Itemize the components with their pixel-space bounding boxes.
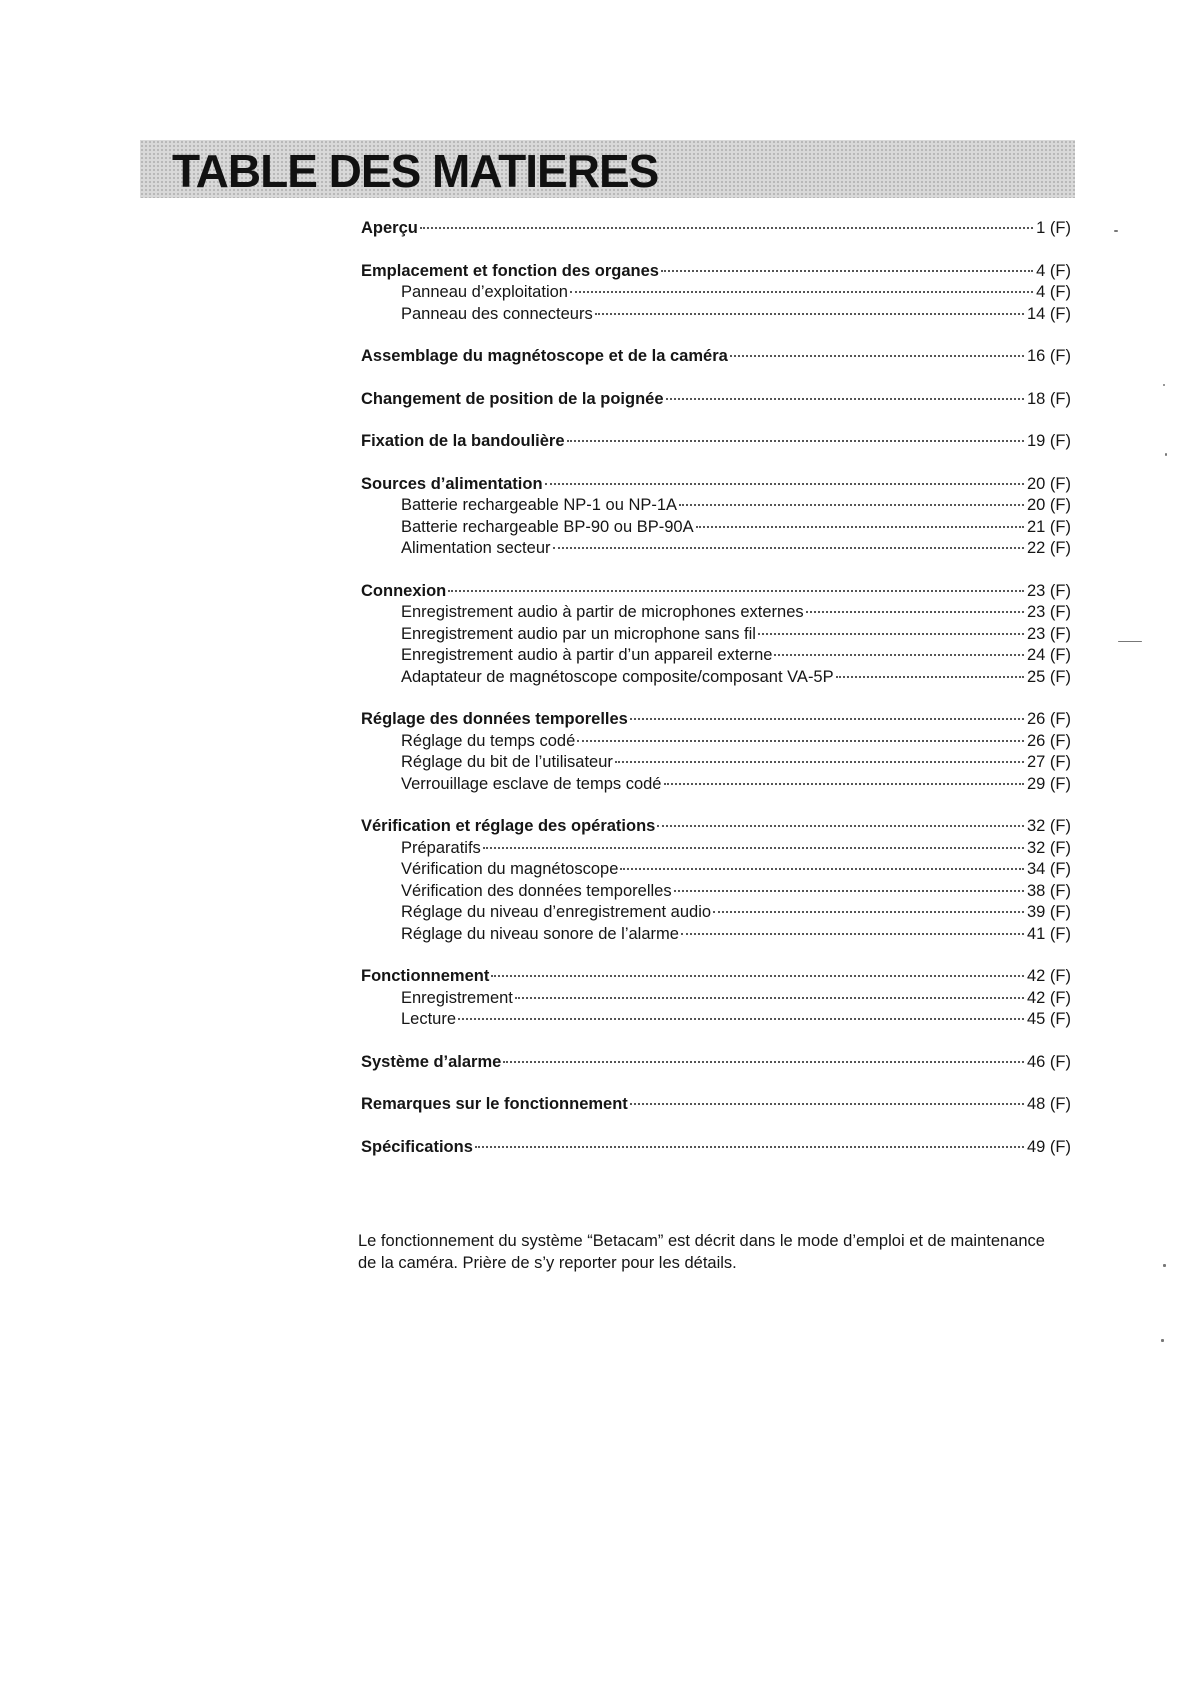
toc-subentry	[361, 774, 1071, 796]
toc-entry-label: Assemblage du magnétoscope et de la caméra	[361, 347, 728, 365]
toc-subentry	[361, 495, 1071, 517]
dot-leader	[448, 590, 1024, 592]
toc-entry-label: Vérification et réglage des opérations	[361, 817, 656, 835]
toc-subentry	[361, 752, 1071, 774]
toc-entry	[361, 474, 1071, 496]
toc-subentry-label: Réglage du temps codé	[401, 731, 576, 750]
dot-leader	[661, 270, 1033, 272]
toc-subentry-page-number: 32 (F)	[1026, 838, 1071, 857]
toc-section	[361, 709, 1071, 795]
toc-subentry-page-number: 27 (F)	[1026, 753, 1071, 771]
toc-entry-label: Aperçu	[361, 219, 418, 237]
page-title: TABLE DES MATIERES	[172, 145, 659, 197]
toc-subentry-page-number: 42 (F)	[1026, 988, 1071, 1007]
toc-entry	[361, 389, 1071, 411]
dot-leader	[774, 654, 1024, 656]
dot-leader	[491, 975, 1024, 977]
toc-entry-label: Emplacement et fonction des organes	[361, 261, 659, 280]
dot-leader	[567, 440, 1024, 442]
toc-subentry-label: Préparatifs	[401, 838, 481, 857]
toc-subentry	[361, 1009, 1071, 1031]
toc-subentry	[361, 517, 1071, 539]
dot-leader	[730, 355, 1024, 357]
toc-entry	[361, 1094, 1071, 1116]
toc-subentry-page-number: 23 (F)	[1026, 603, 1071, 621]
toc-entry-label: Connexion	[361, 581, 447, 600]
toc-subentry-page-number: 22 (F)	[1026, 539, 1071, 557]
toc-entry	[361, 1052, 1071, 1074]
toc-section	[361, 261, 1071, 326]
toc-subentry	[361, 838, 1071, 860]
toc-subentry-label: Enregistrement	[401, 988, 513, 1007]
toc-entry-label: Sources d’alimentation	[361, 474, 543, 493]
dot-leader	[696, 526, 1024, 528]
toc-entry-page-number: 19 (F)	[1026, 432, 1071, 450]
dot-leader	[420, 227, 1033, 229]
toc-subentry	[361, 624, 1071, 646]
toc-subentry	[361, 859, 1071, 881]
toc-entry	[361, 1137, 1071, 1159]
toc-entry	[361, 816, 1071, 838]
toc-entry	[361, 966, 1071, 988]
toc-entry-page-number: 1 (F)	[1036, 219, 1071, 237]
dot-leader	[483, 847, 1024, 849]
footnote: Le fonctionnement du système “Betacam” est décrit dans le mode d’emploi et de maintenance de la caméra. Prière de s’y reporter pour les détails.	[358, 1232, 1045, 1272]
toc-entry-label: Changement de position de la poignée	[361, 389, 664, 408]
toc-subentry-page-number: 45 (F)	[1026, 1010, 1071, 1028]
toc-entry	[361, 218, 1071, 240]
toc-subentry-page-number: 39 (F)	[1026, 903, 1071, 921]
dot-leader	[630, 718, 1024, 720]
toc-entry-page-number: 32 (F)	[1026, 817, 1071, 835]
toc-subentry-label: Réglage du bit de l’utilisateur	[401, 753, 613, 771]
scan-speck	[1163, 384, 1165, 386]
toc-entry-page-number: 42 (F)	[1026, 967, 1071, 985]
dot-leader	[475, 1146, 1024, 1148]
toc-subentry	[361, 731, 1071, 753]
toc-entry-label: Fonctionnement	[361, 967, 490, 985]
toc-entry	[361, 709, 1071, 731]
toc-entry-label: Spécifications	[361, 1137, 473, 1156]
toc-section	[361, 966, 1071, 1031]
dot-leader	[657, 825, 1024, 827]
dot-leader	[553, 547, 1024, 549]
toc-subentry-label: Réglage du niveau d’enregistrement audio	[401, 903, 712, 921]
toc-subentry-label: Batterie rechargeable BP-90 ou BP-90A	[401, 517, 694, 536]
toc-entry-page-number: 49 (F)	[1026, 1137, 1071, 1156]
toc-section	[361, 389, 1071, 411]
toc-subentry-page-number: 41 (F)	[1026, 924, 1071, 943]
toc-subentry-label: Panneau des connecteurs	[401, 304, 593, 323]
toc-entry	[361, 346, 1071, 368]
scan-speck	[1118, 641, 1142, 642]
toc-subentry-label: Panneau d’exploitation	[401, 283, 568, 301]
toc-subentry-page-number: 25 (F)	[1026, 667, 1071, 686]
toc-subentry	[361, 881, 1071, 903]
toc-subentry-page-number: 21 (F)	[1026, 517, 1071, 536]
toc-subentry-page-number: 14 (F)	[1026, 304, 1071, 323]
toc-section	[361, 474, 1071, 560]
toc-entry-label: Remarques sur le fonctionnement	[361, 1095, 628, 1113]
dot-leader	[577, 740, 1024, 742]
toc-subentry-label: Enregistrement audio par un microphone sans fil	[401, 624, 756, 643]
scan-speck	[1165, 453, 1167, 456]
toc-section	[361, 1052, 1071, 1074]
scan-speck	[1163, 1264, 1166, 1267]
dot-leader	[570, 291, 1033, 293]
toc-subentry-label: Enregistrement audio à partir de microphones externes	[401, 603, 804, 621]
toc-subentry-label: Batterie rechargeable NP-1 ou NP-1A	[401, 496, 678, 514]
dot-leader	[595, 313, 1024, 315]
toc-subentry	[361, 602, 1071, 624]
dot-leader	[666, 398, 1024, 400]
toc-subentry	[361, 645, 1071, 667]
toc-section	[361, 218, 1071, 240]
toc-subentry-page-number: 26 (F)	[1026, 731, 1071, 750]
toc-section	[361, 581, 1071, 689]
toc-subentry-page-number: 20 (F)	[1026, 496, 1071, 514]
dot-leader	[674, 890, 1024, 892]
dot-leader	[758, 633, 1024, 635]
toc-subentry-page-number: 38 (F)	[1026, 881, 1071, 900]
toc-entry	[361, 581, 1071, 603]
toc-entry-page-number: 18 (F)	[1026, 389, 1071, 408]
toc-section	[361, 346, 1071, 368]
dot-leader	[836, 676, 1024, 678]
dot-leader	[458, 1018, 1024, 1020]
toc-section	[361, 816, 1071, 945]
scan-speck	[1114, 230, 1118, 232]
dot-leader	[615, 761, 1024, 763]
dot-leader	[630, 1103, 1024, 1105]
toc-subentry	[361, 924, 1071, 946]
toc-subentry	[361, 988, 1071, 1010]
dot-leader	[806, 611, 1024, 613]
toc-subentry	[361, 902, 1071, 924]
dot-leader	[503, 1061, 1024, 1063]
toc-entry-page-number: 4 (F)	[1036, 261, 1071, 280]
toc-subentry	[361, 304, 1071, 326]
toc-entry-label: Système d’alarme	[361, 1052, 502, 1071]
toc-subentry	[361, 282, 1071, 304]
toc-subentry-page-number: 23 (F)	[1026, 624, 1071, 643]
toc-entry-page-number: 48 (F)	[1026, 1095, 1071, 1113]
toc-subentry	[361, 538, 1071, 560]
toc-subentry	[361, 667, 1071, 689]
toc-entry-page-number: 23 (F)	[1026, 581, 1071, 600]
toc-entry-label: Réglage des données temporelles	[361, 710, 628, 728]
toc-subentry-page-number: 29 (F)	[1026, 774, 1071, 793]
toc-subentry-page-number: 24 (F)	[1026, 646, 1071, 664]
toc-entry	[361, 431, 1071, 453]
toc-entry	[361, 261, 1071, 283]
dot-leader	[679, 504, 1024, 506]
toc-subentry-label: Vérification des données temporelles	[401, 881, 672, 900]
toc-entry-page-number: 46 (F)	[1026, 1052, 1071, 1071]
toc-subentry-page-number: 4 (F)	[1036, 283, 1071, 301]
toc-subentry-label: Alimentation secteur	[401, 539, 551, 557]
dot-leader	[545, 483, 1024, 485]
toc-entry-page-number: 26 (F)	[1026, 710, 1071, 728]
toc-entry-page-number: 16 (F)	[1026, 347, 1071, 365]
dot-leader	[515, 997, 1024, 999]
toc-subentry-page-number: 34 (F)	[1026, 860, 1071, 878]
toc-section	[361, 1137, 1071, 1159]
dot-leader	[664, 783, 1024, 785]
toc-subentry-label: Enregistrement audio à partir d’un appareil externe	[401, 646, 773, 664]
toc-section	[361, 1094, 1071, 1116]
toc-subentry-label: Adaptateur de magnétoscope composite/composant VA-5P	[401, 667, 834, 686]
toc-entry-label: Fixation de la bandoulière	[361, 432, 565, 450]
dot-leader	[620, 868, 1024, 870]
toc-subentry-label: Réglage du niveau sonore de l’alarme	[401, 924, 679, 943]
toc-section	[361, 431, 1071, 453]
dot-leader	[681, 933, 1024, 935]
dot-leader	[713, 911, 1024, 913]
toc-entry-page-number: 20 (F)	[1026, 474, 1071, 493]
toc-subentry-label: Verrouillage esclave de temps codé	[401, 774, 662, 793]
toc-subentry-label: Vérification du magnétoscope	[401, 860, 619, 878]
scan-speck	[1161, 1339, 1164, 1342]
toc-subentry-label: Lecture	[401, 1010, 457, 1028]
table-of-contents	[361, 218, 1071, 1179]
